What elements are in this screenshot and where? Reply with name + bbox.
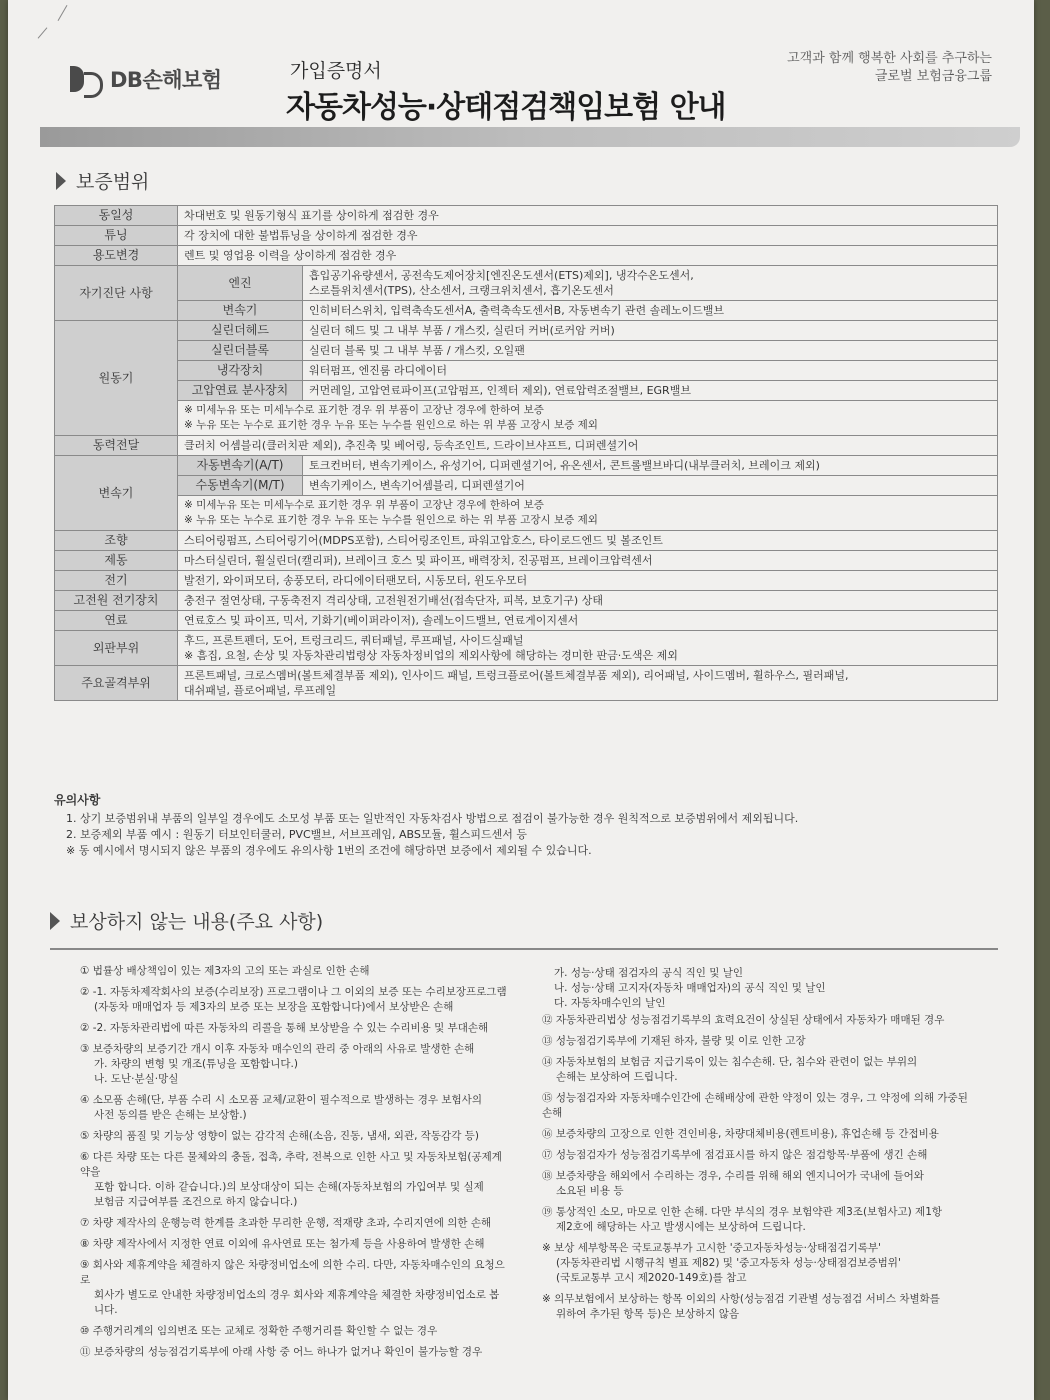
description-cell: 발전기, 와이퍼모터, 송풍모터, 라디에이터팬모터, 시동모터, 윈도우모터 bbox=[178, 571, 998, 591]
list-item: ⑧ 차량 제작사에서 지정한 연료 이외에 유사연료 또는 첨가제 등을 사용하여 발생한 손해 bbox=[80, 1238, 485, 1250]
exclusions-right-column bbox=[542, 966, 980, 1328]
table-row bbox=[55, 246, 998, 266]
triangle-bullet-icon bbox=[56, 172, 66, 190]
subcategory-cell: 실린더블록 bbox=[178, 341, 303, 361]
document-subtitle: 가입증명서 bbox=[290, 60, 382, 82]
category-cell: 동일성 bbox=[55, 206, 178, 226]
triangle-bullet-icon bbox=[50, 912, 60, 930]
subcategory-cell: 변속기 bbox=[178, 301, 303, 321]
description-cell: 후드, 프론트펜더, 도어, 트렁크리드, 쿼터패널, 루프패널, 사이드실패널 ※ 흠집, 요철, 손상 및 자동차관리법령상 자동차정비업의 제외사항에 해당하는 경미한 판금·도색은 제외 bbox=[178, 631, 998, 666]
table-row bbox=[55, 361, 998, 381]
cautions-section bbox=[54, 792, 1004, 859]
table-row bbox=[55, 666, 998, 701]
category-cell: 자기진단 사항 bbox=[55, 266, 178, 321]
list-item: ② -2. 자동차관리법에 따른 자동차의 리콜을 통해 보상받을 수 있는 수리비용 및 부대손해 bbox=[80, 1022, 489, 1034]
category-cell: 전기 bbox=[55, 571, 178, 591]
description-cell: 실린더 헤드 및 그 내부 부품 / 개스킷, 실린더 커버(로커암 커버) bbox=[303, 321, 998, 341]
table-row bbox=[55, 321, 998, 341]
exclusions-left-column bbox=[80, 964, 508, 1366]
section-heading-coverage: 보증범위 bbox=[56, 167, 149, 194]
table-row bbox=[55, 631, 998, 666]
category-cell: 조향 bbox=[55, 531, 178, 551]
table-row bbox=[55, 226, 998, 246]
list-item: ⑨ 회사와 제휴계약을 체결하지 않은 차량정비업소에 의한 수리. 다만, 자동차매수인의 요청으로 회사가 별도로 안내한 차량정비업소의 경우 회사와 제휴계약을 체결한 차량정비업소로 봅니다. bbox=[80, 1259, 505, 1316]
category-cell: 원동기 bbox=[55, 321, 178, 436]
db-logo-icon bbox=[66, 62, 106, 96]
description-cell: 실린더 블록 및 그 내부 부품 / 개스킷, 오일팬 bbox=[303, 341, 998, 361]
caution-note: ※ 동 예시에서 명시되지 않은 부품의 경우에도 유의사항 1번의 조건에 해당하면 보증에서 제외될 수 있습니다. bbox=[66, 844, 592, 857]
description-cell: ※ 미세누유 또는 미세누수로 표기한 경우 위 부품이 고장난 경우에 한하여 보증 ※ 누유 또는 누수로 표기한 경우 누유 또는 누수를 원인으로 하는 위 부품 고장시 보증 제외 bbox=[178, 401, 998, 436]
category-cell: 고전원 전기장치 bbox=[55, 591, 178, 611]
description-cell: 클러치 어셈블리(클러치판 제외), 추진축 및 베어링, 등속조인트, 드라이브샤프트, 디퍼렌셜기어 bbox=[178, 436, 998, 456]
document-page bbox=[8, 0, 1034, 1400]
caution-item: 1. 상기 보증범위내 부품의 일부일 경우에도 소모성 부품 또는 일반적인 자동차검사 방법으로 점검이 불가능한 경우 원칙적으로 보증범위에서 제외됩니다. bbox=[66, 812, 799, 825]
caution-item: 2. 보증제외 부품 예시 : 원동기 터보인터쿨러, PVC밸브, 서브프레임, ABS모듈, 휠스피드센서 등 bbox=[66, 828, 528, 841]
category-cell: 외판부위 bbox=[55, 631, 178, 666]
category-cell: 변속기 bbox=[55, 456, 178, 531]
description-cell: ※ 미세누유 또는 미세누수로 표기한 경우 위 부품이 고장난 경우에 한하여 보증 ※ 누유 또는 누수로 표기한 경우 누유 또는 누수를 원인으로 하는 위 부품 고장시 보증 제외 bbox=[178, 496, 998, 531]
note-item: ※ 보상 세부항목은 국토교통부가 고시한 '중고자동차성능·상태점검기록부' (자동차관리법 시행규칙 별표 제82) 및 '중고자동차 성능·상태점검보증범위' (국토교통부 고시 제2020-149호)를 참고 bbox=[542, 1242, 901, 1284]
list-item: ⑥ 다른 차량 또는 다른 물체와의 충돌, 접촉, 추락, 전복으로 인한 사고 및 자동차보험(공제계약을 포함 합니다. 이하 같습니다.)의 보상대상이 되는 손해(자동차보험의 가입여부 및 실제 보험금 지급여부를 조건으로 하지 않습니다.) bbox=[80, 1151, 502, 1208]
list-item: ⑪ 보증차량의 성능점검기록부에 아래 사항 중 어느 하나가 없거나 확인이 불가능할 경우 bbox=[80, 1346, 483, 1358]
category-cell: 용도변경 bbox=[55, 246, 178, 266]
table-row bbox=[55, 611, 998, 631]
category-cell: 동력전달 bbox=[55, 436, 178, 456]
subcategory-cell: 실린더헤드 bbox=[178, 321, 303, 341]
table-row bbox=[55, 266, 998, 301]
table-row bbox=[55, 301, 998, 321]
slogan: 고객과 함께 행복한 사회를 추구하는 글로벌 보험금융그룹 bbox=[787, 51, 992, 84]
list-item: ④ 소모품 손해(단, 부품 수리 시 소모품 교체/교환이 필수적으로 발생하는 경우 보험사의 사전 동의를 받은 손해는 보상함.) bbox=[80, 1094, 482, 1121]
description-cell: 충전구 절연상태, 구동축전지 격리상태, 고전원전기배선(접속단자, 피복, 보호기구) 상태 bbox=[178, 591, 998, 611]
table-row bbox=[55, 531, 998, 551]
section-heading-exclusions: 보상하지 않는 내용(주요 사항) bbox=[50, 907, 323, 934]
list-item: ⑦ 차량 제작사의 운행능력 한계를 초과한 무리한 운행, 적재량 초과, 수리지연에 의한 손해 bbox=[80, 1217, 492, 1229]
page-title: 자동차성능·상태점검책임보험 안내 bbox=[286, 90, 726, 125]
subcategory-cell: 냉각장치 bbox=[178, 361, 303, 381]
table-row bbox=[55, 206, 998, 226]
subcategory-cell: 엔진 bbox=[178, 266, 303, 301]
description-cell: 흡입공기유량센서, 공전속도제어장치[엔진온도센서(ETS)제외], 냉각수온도센서, 스로틀위치센서(TPS), 산소센서, 크랭크위치센서, 흡기온도센서 bbox=[303, 266, 998, 301]
subcategory-cell: 수동변속기(M/T) bbox=[178, 476, 303, 496]
category-cell: 제동 bbox=[55, 551, 178, 571]
description-cell: 프론트패널, 크로스멤버(볼트체결부품 제외), 인사이드 패널, 트렁크플로어(볼트체결부품 제외), 리어패널, 사이드멤버, 휠하우스, 필러패널, 대쉬패널, 플로어패널, 루프레일 bbox=[178, 666, 998, 701]
table-row bbox=[55, 341, 998, 361]
description-cell: 스티어링펌프, 스티어링기어(MDPS포함), 스티어링조인트, 파워고압호스, 타이로드엔드 및 볼조인트 bbox=[178, 531, 998, 551]
header-band bbox=[40, 127, 1020, 147]
list-item: ① 법률상 배상책임이 있는 제3자의 고의 또는 과실로 인한 손해 bbox=[80, 965, 370, 977]
list-item: ⑱ 보증차량을 해외에서 수리하는 경우, 수리를 위해 해외 엔지니어가 국내에 들어와 소요된 비용 등 bbox=[542, 1170, 924, 1197]
list-item: ⑤ 차량의 품질 및 기능상 영향이 없는 감각적 손해(소음, 진동, 냄새, 외관, 작동감각 등) bbox=[80, 1130, 479, 1142]
list-item: ⑯ 보증차량의 고장으로 인한 견인비용, 차량대체비용(렌트비용), 휴업손해 등 간접비용 bbox=[542, 1128, 939, 1140]
list-item: ⑩ 주행거리계의 임의변조 또는 교체로 정확한 주행거리를 확인할 수 없는 경우 bbox=[80, 1325, 438, 1337]
category-cell: 주요골격부위 bbox=[55, 666, 178, 701]
description-cell: 토크컨버터, 변속기케이스, 유성기어, 디퍼렌셜기어, 유온센서, 콘트롤밸브바디(내부클러치, 브레이크 제외) bbox=[303, 456, 998, 476]
category-cell: 튜닝 bbox=[55, 226, 178, 246]
description-cell: 워터펌프, 엔진룸 라디에이터 bbox=[303, 361, 998, 381]
company-logo bbox=[66, 62, 222, 96]
table-row bbox=[55, 476, 998, 496]
list-item: ⑮ 성능점검자와 자동차매수인간에 손해배상에 관한 약정이 있는 경우, 그 약정에 의해 가중된 손해 bbox=[542, 1092, 968, 1119]
coverage-table bbox=[54, 205, 998, 701]
divider bbox=[50, 948, 998, 950]
description-cell: 마스터실린더, 휠실린더(캘리퍼), 브레이크 호스 및 파이프, 배력장치, 진공펌프, 브레이크압력센서 bbox=[178, 551, 998, 571]
pen-mark bbox=[58, 5, 68, 21]
table-row bbox=[55, 456, 998, 476]
table-row bbox=[55, 436, 998, 456]
subcategory-cell: 자동변속기(A/T) bbox=[178, 456, 303, 476]
description-cell: 커먼레일, 고압연료파이프(고압펌프, 인젝터 제외), 연료압력조절밸브, EGR밸브 bbox=[303, 381, 998, 401]
note-item: ※ 의무보험에서 보상하는 항목 이외의 사항(성능점검 기관별 성능점검 서비스 차별화를 위하여 추가된 항목 등)은 보상하지 않음 bbox=[542, 1293, 940, 1320]
description-cell: 차대번호 및 원동기형식 표기를 상이하게 점검한 경우 bbox=[178, 206, 998, 226]
list-item: ⑲ 통상적인 소모, 마모로 인한 손해. 다만 부식의 경우 보험약관 제3조(보험사고) 제1항 제2호에 해당하는 사고 발생시에는 보상하여 드립니다. bbox=[542, 1206, 943, 1233]
list-item: 가. 성능·상태 점검자의 공식 직인 및 날인 나. 성능·상태 고지자(자동차 매매업자)의 공식 직인 및 날인 다. 자동차매수인의 날인 bbox=[554, 967, 826, 1009]
table-row bbox=[55, 571, 998, 591]
logo-text: DB손해보험 bbox=[110, 68, 222, 92]
table-row bbox=[55, 381, 998, 401]
table-row bbox=[55, 496, 998, 531]
description-cell: 변속기케이스, 변속기어셈블리, 디퍼렌셜기어 bbox=[303, 476, 998, 496]
table-row bbox=[55, 551, 998, 571]
subcategory-cell: 고압연료 분사장치 bbox=[178, 381, 303, 401]
description-cell: 인히비터스위치, 입력축속도센서A, 출력축속도센서B, 자동변속기 관련 솔레노이드밸브 bbox=[303, 301, 998, 321]
list-item: ⑫ 자동차관리법상 성능점검기록부의 효력요건이 상실된 상태에서 자동차가 매매된 경우 bbox=[542, 1014, 945, 1026]
list-item: ⑭ 자동차보험의 보험금 지급기록이 있는 침수손해. 단, 침수와 관련이 없는 부위의 손해는 보상하여 드립니다. bbox=[542, 1056, 918, 1083]
table-row bbox=[55, 401, 998, 436]
list-item: ③ 보증차량의 보증기간 개시 이후 자동차 매수인의 관리 중 아래의 사유로 발생한 손해 가. 차량의 변형 및 개조(튜닝을 포함합니다.) 나. 도난·분실·망실 bbox=[80, 1043, 475, 1085]
description-cell: 연료호스 및 파이프, 믹서, 기화기(베이퍼라이저), 솔레노이드밸브, 연료게이지센서 bbox=[178, 611, 998, 631]
description-cell: 렌트 및 영업용 이력을 상이하게 점검한 경우 bbox=[178, 246, 998, 266]
pen-mark bbox=[38, 27, 48, 38]
list-item: ⑰ 성능점검자가 성능점검기록부에 점검표시를 하지 않은 점검항목·부품에 생긴 손해 bbox=[542, 1149, 928, 1161]
list-item: ⑬ 성능점검기록부에 기재된 하자, 불량 및 이로 인한 고장 bbox=[542, 1035, 806, 1047]
cautions-title: 유의사항 bbox=[54, 793, 101, 807]
table-row bbox=[55, 591, 998, 611]
category-cell: 연료 bbox=[55, 611, 178, 631]
list-item: ② -1. 자동차제작회사의 보증(수리보장) 프로그램이나 그 이외의 보증 또는 수리보장프로그램 (자동차 매매업자 등 제3자의 보증 또는 보장을 포함합니다)에서 보상받은 손해 bbox=[80, 986, 507, 1013]
description-cell: 각 장치에 대한 불법튜닝을 상이하게 점검한 경우 bbox=[178, 226, 998, 246]
